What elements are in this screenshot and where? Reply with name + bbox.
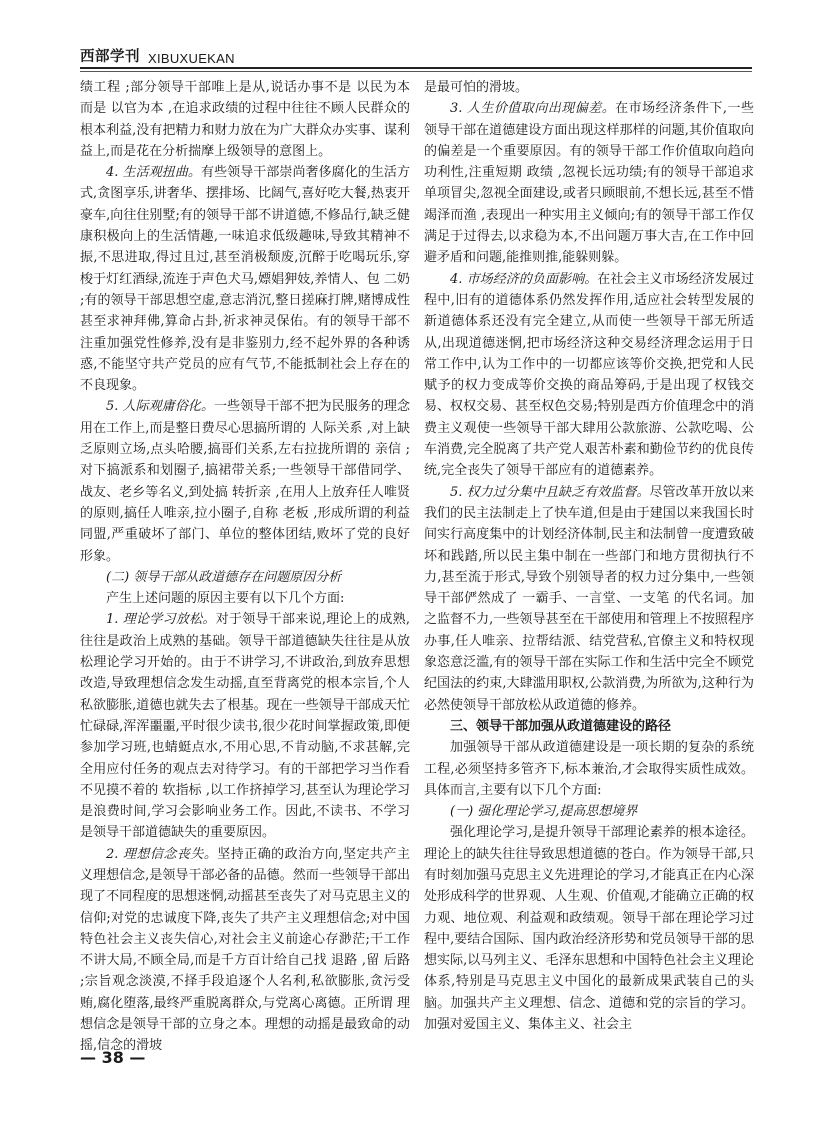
body-paragraph [424,269,754,482]
paragraph-lead-heading: 2. 理想信念丧失。 [106,846,218,862]
body-paragraph [80,162,410,396]
paragraph-text: 在社会主义市场经济发展过程中,旧有的道德体系仍然发挥作用,适应社会转型发展的新道德体系还没有完全建立,从而使一些领导干部无所适从,出现道德迷惘,把市场经济这种交易经济理念运用于日常工作中,认为工作中的一切都应该等价交换,把党和人民赋予的权力变成等价交换的商品筹码,于是出现了权钱交易、权权交易、甚至权色交易;特别是西方价值理念中的消费主义观使一些领导干部大肆用公款旅游、公款吃喝、公车消费,完全脱离了共产党人艰苦朴素和勤俭节约的优良传统,完全丧失了领导干部应有的道德素养。 [424,271,754,479]
paragraph-lead-heading: 1. 理论学习放松。 [106,612,216,628]
body-paragraph [424,822,754,1035]
body-paragraph [80,609,410,843]
paragraph-text: 强化理论学习,是提升领导干部理论素养的根本途径。理论上的缺失往往导致思想道德的苍白。作为领导干部,只有时刻加强马克思主义先进理论的学习,才能真正在内心深处形成科学的世界观、人生观、价值观,才能确立正确的权力观、地位观、利益观和政绩观。领导干部在理论学习过程中,要结合国际、国内政治经济形势和党员领导干部的思想实际,以马列主义、毛泽东思想和中国特色社会主义理论体系,特别是马克思主义中国化的最新成果武装自己的头脑。加强共产主义理想、信念、道德和党的宗旨的学习。加强对爱国主义、集体主义、社会主 [424,825,754,1033]
paragraph-text: 对于领导干部来说,理论上的成熟,往往是政治上成熟的基础。领导干部道德缺失往往是从放松理论学习开始的。由于不讲学习,不讲政治,到放弃思想改造,导致理想信念发生动摇,直至背离党的根本宗旨,个人私欲膨胀,道德也就失去了根基。现在一些领导干部成天忙忙碌碌,浑浑噩噩,平时很少读书,很少花时间掌握政策,即便参加学习班,也蜻蜓点水,不用心思,不肯动脑,不求甚解,完全用应付任务的观点去对待学习。有的干部把学习当作看不见摸不着的 软指标 ,以工作挤掉学习,甚至认为理论学习是浪费时间,学习会影响业务工作。因此,不读书、不学习是领导干部道德缺失的重要原因。 [80,612,411,841]
journal-title-en: XIBUXUEKAN [148,51,235,66]
paragraph-text: 加强领导干部从政道德建设是一项长期的复杂的系统工程,必须坚持多管齐下,标本兼治,才会取得实质性成效。具体而言,主要有以下几个方面: [424,740,754,798]
body-paragraph [424,98,754,268]
body-paragraph [80,844,410,1057]
page-number: — 38 — [80,1048,146,1067]
body-paragraph [80,77,410,162]
section-heading: 三、领导干部加强从政道德建设的路径 [450,718,672,734]
paragraph-lead-heading: 3. 人生价值取向出现偏差。 [450,101,616,117]
body-paragraph [424,737,754,801]
subsection-heading: (二) 领导干部从政道德存在问题原因分析 [106,569,342,585]
paragraph-text: 坚持正确的政治方向,坚定共产主义理想信念,是领导干部必备的品德。然而一些领导干部出现了不同程度的思想迷惘,动摇甚至丧失了对马克思主义的信仰;对党的忠诚度下降,丧失了共产主义理想信念;对中国特色社会主义丧失信心,对社会主义前途心存渺茫;干工作不讲大局,不顾全局,而是千方百计给自己找 退路 ,留 后路 ;宗旨观念淡漠,不择手段追逐个人名利,私欲膨胀,贪污受贿,腐化堕落,最终严重脱离群众,与党离心离德。正所谓 理想信念是领导干部的立身之本。理想的动摇是最致命的动摇,信念的滑坡 [80,846,410,1054]
paragraph-lead-heading: 5. 权力过分集中且缺乏有效监督。 [450,484,650,500]
paragraph-text: 是最可怕的滑坡。 [424,80,529,95]
running-header [80,40,752,66]
body-paragraph [424,77,754,98]
journal-title-cn: 西部学刊 [80,49,140,65]
paragraph-text: 一些领导干部不把为民服务的理念用在工作上,而是整日费尽心思搞所谓的 人际关系 ,对上缺乏原则立场,点头哈腰,搞哥们关系,左右拉拢所谓的 亲信 ;对下搞派系和划圈子,搞裙带关系;一些领导干部借同学、战友、老乡等名义,到处搞 转折亲 ,在用人上放弃任人唯贤的原则,搞任人唯亲,拉小圈子,自称 老板 ,形成所谓的利益同盟,严重破坏了部门、单位的整体团结,败坏了党的良好形象。 [80,399,410,564]
body-paragraph [80,588,410,609]
paragraph-lead-heading: 4. 市场经济的负面影响。 [450,271,598,287]
subsection-heading: (一) 强化理论学习,提高思想境界 [450,804,638,820]
header-rule-thick [80,67,752,69]
body-paragraph [80,396,410,566]
paragraph-text: 在市场经济条件下,一些领导干部在道德建设方面出现这样那样的问题,其价值取向的偏差是一个重要原因。有的领导干部工作价值取向趋向功利性,注重短期 政绩 ,忽视长远功绩;有的领导干部追求单项冒尖,忽视全面建设,或者只顾眼前,不想长远,甚至不惜 竭泽而渔 ,表现出一种实用主义倾向;有的领导干部工作仅满足于过得去,以求稳为本,不出问题万事大吉,在工作中回避矛盾和问题,能推则推,能躲则躲。 [424,101,754,266]
paragraph-text: 有些领导干部崇尚奢侈腐化的生活方式,贪图享乐,讲奢华、摆排场、比阔气,喜好吃大餐,热衷开豪车,向往住别墅;有的领导干部不讲道德,不修品行,缺乏健康积极向上的生活情趣,一味追求低级趣味,导致其精神不振,不思进取,得过且过,甚至消极颓废,沉醉于吃喝玩乐,穿梭于灯红酒绿,流连于声色犬马,嫖娼狎妓,养情人、包 二奶 ;有的领导干部思想空虚,意志消沉,整日搓麻打牌,赌博成性甚至求神拜佛,算命占卦,祈求神灵保佑。有的领导干部不注重加强党性修养,没有是非鉴别力,经不起外界的各种诱惑,不能坚守共产党员的应有气节,不能抵制社会上存在的不良现象。 [80,165,410,394]
paragraph-lead-heading: 4. 生活观扭曲。 [106,165,201,181]
body-paragraph [424,482,754,716]
paragraph-text: 产生上述问题的原因主要有以下几个方面: [106,591,345,607]
paragraph-text: 绩工程 ;部分领导干部唯上是从,说话办事不是 以民为本 而是 以官为本 ,在追求政绩的过程中往往不顾人民群众的根本利益,没有把精力和财力放在为广大群众办实事、谋利益上,而是花在分析揣摩上级领导的意图上。 [80,80,410,159]
right-column [424,77,754,1037]
left-column [80,77,411,1054]
paragraph-lead-heading: 5. 人际观庸俗化。 [106,399,215,415]
header-rule-thin [80,71,752,72]
paragraph-text: 尽管改革开放以来我们的民主法制走上了快车道,但是由于建国以来我国长时间实行高度集中的计划经济体制,民主和法制曾一度遭致破坏和践踏,所以民主集中制在一些部门和地方贯彻执行不力,甚至流于形式,导致个别领导者的权力过分集中,一些领导干部俨然成了 一霸手、一言堂、一支笔 的代名词。加之监督不力,一些领导甚至在干部使用和管理上不按照程序办事,任人唯亲、拉帮结派、结党营私,官僚主义和特权现象恣意泛滥,有的领导干部在实际工作和生活中完全不顾党纪国法的约束,大肆滥用职权,公款消费,为所欲为,这种行为必然使领导干部放松从政道德的修养。 [424,484,754,713]
